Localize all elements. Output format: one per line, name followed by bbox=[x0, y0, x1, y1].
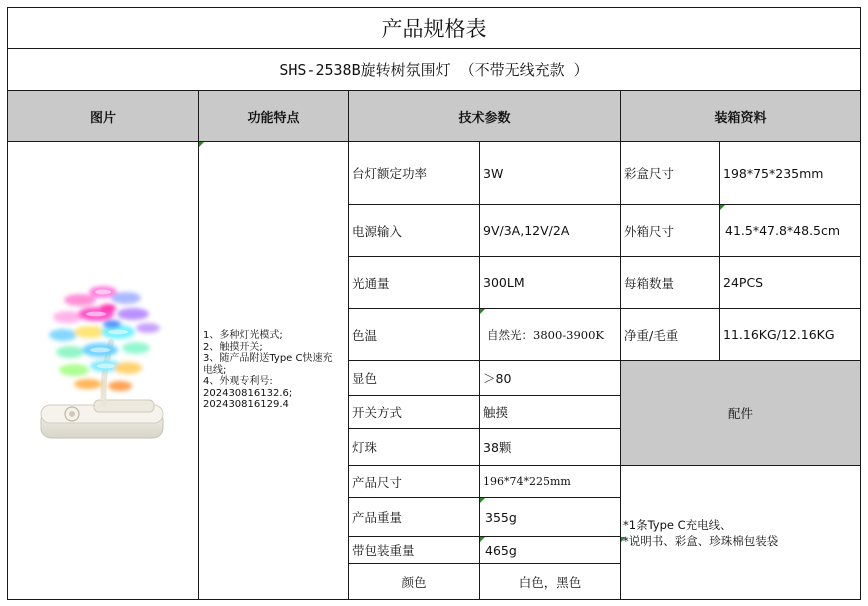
packing-label: 净重/毛重 bbox=[624, 327, 679, 343]
cell-marker bbox=[480, 309, 485, 314]
accessories-list bbox=[621, 466, 860, 599]
feature-line: 3、随产品附送Type C快速充 bbox=[203, 353, 333, 365]
packing-value: 11.16KG/12.16KG bbox=[723, 327, 835, 342]
spec-value: 3W bbox=[483, 165, 504, 181]
feature-line: 电线; bbox=[203, 364, 227, 376]
spec-label: 光通量 bbox=[352, 275, 390, 291]
features-cell bbox=[199, 142, 348, 599]
feature-line: 202430816129.4 bbox=[203, 399, 289, 411]
spec-label: 电源输入 bbox=[352, 223, 403, 239]
header-packing: 装箱资料 bbox=[714, 110, 767, 126]
spec-label: 颜色 bbox=[401, 574, 427, 590]
product-subtitle: SHS-2538B旋转树氛围灯 （不带无线充款 ） bbox=[279, 61, 589, 79]
spec-label: 灯珠 bbox=[352, 440, 378, 455]
spec-label: 显色 bbox=[352, 371, 378, 386]
spec-label: 台灯额定功率 bbox=[352, 166, 428, 181]
spec-label: 开关方式 bbox=[352, 405, 403, 420]
feature-line: 4、外观专利号: bbox=[203, 376, 273, 388]
product-image bbox=[8, 142, 198, 599]
grid-line bbox=[860, 7, 861, 600]
cell-marker bbox=[621, 537, 626, 542]
accessory-item: *说明书、彩盒、珍珠棉包装袋 bbox=[623, 533, 779, 548]
cell-marker bbox=[199, 142, 204, 147]
spec-label: 产品尺寸 bbox=[352, 474, 403, 490]
page-title: 产品规格表 bbox=[381, 17, 487, 41]
spec-label: 产品重量 bbox=[352, 510, 403, 525]
spec-label: 色温 bbox=[352, 327, 378, 343]
packing-label: 彩盒尺寸 bbox=[624, 166, 675, 181]
feature-line: 1、多种灯光模式; bbox=[203, 329, 283, 341]
packing-label: 每箱数量 bbox=[624, 275, 675, 291]
spec-value: 465g bbox=[485, 542, 517, 558]
accessory-item: *1条Type C充电线、 bbox=[623, 517, 732, 532]
spec-value: 355g bbox=[485, 509, 517, 525]
cell-marker bbox=[480, 498, 485, 503]
grid-line bbox=[7, 599, 861, 600]
header-tech: 技术参数 bbox=[458, 110, 511, 126]
header-features: 功能特点 bbox=[247, 110, 300, 126]
packing-value: 198*75*235mm bbox=[723, 165, 824, 181]
spec-value: ＞80 bbox=[483, 371, 512, 386]
packing-value: 41.5*47.8*48.5cm bbox=[725, 223, 841, 238]
packing-value: 24PCS bbox=[723, 275, 764, 290]
accessories-label: 配件 bbox=[727, 406, 753, 421]
spec-value: 白色，黑色 bbox=[518, 574, 582, 590]
spec-value: 196*74*225mm bbox=[483, 475, 571, 488]
packing-label: 外箱尺寸 bbox=[624, 223, 675, 239]
spec-value: 38颗 bbox=[483, 440, 512, 455]
cell-marker bbox=[480, 537, 485, 542]
tree-lamp-illustration bbox=[8, 142, 198, 599]
spec-value: 触摸 bbox=[483, 405, 509, 420]
header-image: 图片 bbox=[89, 110, 116, 126]
spec-value: 300LM bbox=[483, 275, 525, 290]
spec-value: 自然光：3800-3900K bbox=[487, 327, 605, 342]
spec-value: 9V/3A,12V/2A bbox=[483, 223, 570, 238]
spec-label: 带包装重量 bbox=[352, 543, 415, 558]
feature-line: 2、触摸开关; bbox=[203, 341, 263, 353]
cell-marker bbox=[720, 205, 725, 210]
feature-line: 202430816132.6; bbox=[203, 387, 293, 399]
